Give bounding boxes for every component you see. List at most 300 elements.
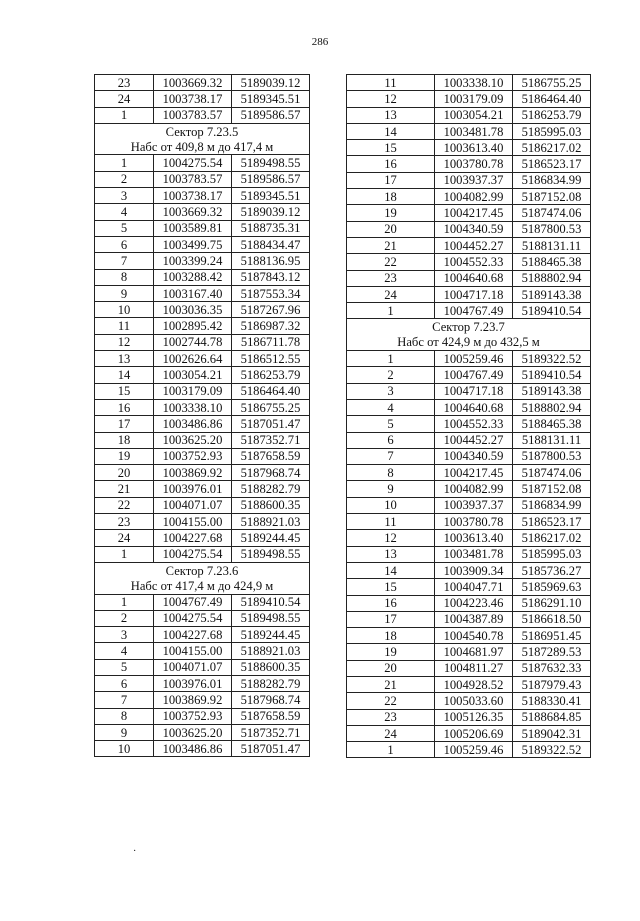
- point-number: 13: [347, 107, 435, 123]
- table-row: [95, 481, 310, 497]
- table-row: [95, 675, 310, 691]
- coordinate-y: 5185995.03: [513, 123, 591, 139]
- point-number: 1: [95, 594, 154, 610]
- point-number: 24: [95, 530, 154, 546]
- sector-height-range: Набс от 417,4 м до 424,9 м: [95, 578, 310, 594]
- table-row: [95, 155, 310, 171]
- coordinate-y: 5186217.02: [513, 140, 591, 156]
- coordinate-x: 1003976.01: [154, 675, 232, 691]
- coordinate-y: 5187289.53: [513, 644, 591, 660]
- coordinate-y: 5187051.47: [232, 416, 310, 432]
- coordinate-y: 5186512.55: [232, 351, 310, 367]
- table-row: [95, 659, 310, 675]
- coordinate-x: 1004767.49: [154, 594, 232, 610]
- coordinate-x: 1004452.27: [435, 237, 513, 253]
- sector-title: Сектор 7.23.5: [95, 123, 310, 139]
- coordinate-y: 5189498.55: [232, 155, 310, 171]
- point-number: 17: [347, 611, 435, 627]
- sector-subtitle-row: [95, 578, 310, 594]
- table-row: [95, 107, 310, 123]
- point-number: 4: [347, 399, 435, 415]
- point-number: 10: [95, 302, 154, 318]
- point-number: 4: [95, 643, 154, 659]
- sector-subtitle-row: [95, 139, 310, 155]
- table-row: [347, 367, 591, 383]
- coordinate-x: 1004217.45: [435, 465, 513, 481]
- coordinate-x: 1005259.46: [435, 351, 513, 367]
- coordinate-x: 1004071.07: [154, 497, 232, 513]
- table-row: [95, 383, 310, 399]
- point-number: 20: [95, 465, 154, 481]
- table-row: [95, 171, 310, 187]
- coordinate-y: 5186253.79: [513, 107, 591, 123]
- table-row: [347, 107, 591, 123]
- point-number: 16: [347, 156, 435, 172]
- table-row: [347, 595, 591, 611]
- coordinate-y: 5186523.17: [513, 156, 591, 172]
- coordinate-x: 1003589.81: [154, 220, 232, 236]
- coordinate-y: 5187800.53: [513, 448, 591, 464]
- point-number: 10: [347, 497, 435, 513]
- coordinate-x: 1003486.86: [154, 416, 232, 432]
- point-number: 11: [347, 75, 435, 91]
- coordinate-y: 5185969.63: [513, 579, 591, 595]
- point-number: 6: [347, 432, 435, 448]
- table-row: [95, 204, 310, 220]
- coordinate-x: 1004767.49: [435, 303, 513, 319]
- point-number: 10: [95, 741, 154, 757]
- table-row: [95, 708, 310, 724]
- coordinate-y: 5187051.47: [232, 741, 310, 757]
- coordinate-x: 1004155.00: [154, 643, 232, 659]
- sector-title-row: [347, 319, 591, 335]
- table-row: [95, 334, 310, 350]
- coordinate-x: 1004275.54: [154, 155, 232, 171]
- point-number: 18: [347, 628, 435, 644]
- coordinate-x: 1003613.40: [435, 140, 513, 156]
- table-row: [95, 285, 310, 301]
- table-row: [95, 75, 310, 91]
- coordinate-x: 1003179.09: [154, 383, 232, 399]
- point-number: 7: [347, 448, 435, 464]
- table-row: [95, 514, 310, 530]
- coordinate-y: 5186291.10: [513, 595, 591, 611]
- table-row: [95, 497, 310, 513]
- point-number: 9: [95, 285, 154, 301]
- coordinate-x: 1003613.40: [435, 530, 513, 546]
- point-number: 22: [347, 693, 435, 709]
- coordinate-x: 1004717.18: [435, 286, 513, 302]
- point-number: 18: [95, 432, 154, 448]
- sector-subtitle-row: [347, 335, 591, 351]
- coordinate-x: 1004227.68: [154, 627, 232, 643]
- coordinate-y: 5188282.79: [232, 675, 310, 691]
- point-number: 16: [347, 595, 435, 611]
- point-number: 19: [347, 644, 435, 660]
- point-number: 5: [95, 220, 154, 236]
- point-number: 21: [95, 481, 154, 497]
- coordinate-y: 5186755.25: [232, 399, 310, 415]
- table-row: [95, 91, 310, 107]
- coordinate-x: 1004387.89: [435, 611, 513, 627]
- coordinate-y: 5189039.12: [232, 204, 310, 220]
- point-number: 14: [95, 367, 154, 383]
- table-row: [95, 465, 310, 481]
- coordinate-y: 5187979.43: [513, 676, 591, 692]
- table-row: [95, 448, 310, 464]
- coordinate-x: 1004082.99: [435, 189, 513, 205]
- table-row: [95, 367, 310, 383]
- coordinate-x: 1003036.35: [154, 302, 232, 318]
- point-number: 21: [347, 676, 435, 692]
- point-number: 21: [347, 237, 435, 253]
- coordinate-x: 1004640.68: [435, 399, 513, 415]
- table-row: [347, 628, 591, 644]
- point-number: 17: [95, 416, 154, 432]
- point-number: 3: [347, 383, 435, 399]
- coordinate-x: 1004071.07: [154, 659, 232, 675]
- coordinate-x: 1005033.60: [435, 693, 513, 709]
- coordinate-table-right: [346, 74, 591, 758]
- coordinate-y: 5186987.32: [232, 318, 310, 334]
- point-number: 9: [95, 724, 154, 740]
- coordinate-x: 1004275.54: [154, 610, 232, 626]
- point-number: 6: [95, 236, 154, 252]
- coordinate-x: 1004155.00: [154, 514, 232, 530]
- table-row: [347, 399, 591, 415]
- coordinate-x: 1002744.78: [154, 334, 232, 350]
- table-row: [95, 416, 310, 432]
- table-row: [95, 432, 310, 448]
- table-row: [95, 399, 310, 415]
- coordinate-y: 5187658.59: [232, 448, 310, 464]
- point-number: 19: [347, 205, 435, 221]
- coordinate-x: 1004540.78: [435, 628, 513, 644]
- table-row: [347, 676, 591, 692]
- point-number: 1: [95, 155, 154, 171]
- coordinate-x: 1005206.69: [435, 725, 513, 741]
- coordinate-y: 5188921.03: [232, 514, 310, 530]
- coordinate-y: 5186464.40: [513, 91, 591, 107]
- table-row: [95, 302, 310, 318]
- coordinate-y: 5188465.38: [513, 254, 591, 270]
- table-row: [347, 254, 591, 270]
- table-row: [347, 497, 591, 513]
- coordinate-y: 5189498.55: [232, 610, 310, 626]
- point-number: 17: [347, 172, 435, 188]
- point-number: 6: [95, 675, 154, 691]
- coordinate-x: 1003338.10: [154, 399, 232, 415]
- table-row: [347, 579, 591, 595]
- coordinate-y: 5189244.45: [232, 530, 310, 546]
- point-number: 13: [347, 546, 435, 562]
- coordinate-y: 5189143.38: [513, 383, 591, 399]
- point-number: 24: [347, 725, 435, 741]
- coordinate-x: 1003909.34: [435, 562, 513, 578]
- table-row: [347, 465, 591, 481]
- table-row: [95, 269, 310, 285]
- point-number: 15: [347, 140, 435, 156]
- point-number: 23: [95, 514, 154, 530]
- table-row: [347, 742, 591, 758]
- coordinate-y: 5189586.57: [232, 107, 310, 123]
- coordinate-x: 1002626.64: [154, 351, 232, 367]
- table-row: [347, 660, 591, 676]
- coordinate-x: 1003399.24: [154, 253, 232, 269]
- coordinate-x: 1005126.35: [435, 709, 513, 725]
- coordinate-x: 1004928.52: [435, 676, 513, 692]
- coordinate-x: 1004640.68: [435, 270, 513, 286]
- coordinate-x: 1004223.46: [435, 595, 513, 611]
- point-number: 14: [347, 123, 435, 139]
- coordinate-x: 1004552.33: [435, 254, 513, 270]
- coordinate-y: 5188131.11: [513, 237, 591, 253]
- point-number: 23: [347, 709, 435, 725]
- coordinate-x: 1004767.49: [435, 367, 513, 383]
- point-number: 3: [95, 188, 154, 204]
- coordinate-x: 1004047.71: [435, 579, 513, 595]
- table-row: [347, 221, 591, 237]
- sector-title: Сектор 7.23.6: [95, 562, 310, 578]
- table-row: [95, 610, 310, 626]
- coordinate-y: 5188330.41: [513, 693, 591, 709]
- coordinate-y: 5188465.38: [513, 416, 591, 432]
- coordinate-y: 5186253.79: [232, 367, 310, 383]
- table-row: [95, 351, 310, 367]
- point-number: 5: [95, 659, 154, 675]
- coordinate-x: 1003167.40: [154, 285, 232, 301]
- point-number: 8: [95, 708, 154, 724]
- coordinate-y: 5188600.35: [232, 659, 310, 675]
- point-number: 12: [95, 334, 154, 350]
- coordinate-x: 1003783.57: [154, 107, 232, 123]
- point-number: 7: [95, 692, 154, 708]
- table-row: [95, 627, 310, 643]
- point-number: 22: [95, 497, 154, 513]
- coordinate-x: 1003937.37: [435, 497, 513, 513]
- coordinate-x: 1003669.32: [154, 204, 232, 220]
- table-row: [95, 692, 310, 708]
- table-row: [347, 448, 591, 464]
- coordinate-x: 1003179.09: [435, 91, 513, 107]
- coordinate-y: 5187658.59: [232, 708, 310, 724]
- point-number: 15: [95, 383, 154, 399]
- coordinate-y: 5189410.54: [513, 303, 591, 319]
- table-row: [347, 91, 591, 107]
- coordinate-y: 5189322.52: [513, 742, 591, 758]
- table-row: [347, 693, 591, 709]
- coordinate-y: 5187152.08: [513, 189, 591, 205]
- point-number: 1: [95, 546, 154, 562]
- coordinate-y: 5186834.99: [513, 497, 591, 513]
- coordinate-x: 1004681.97: [435, 644, 513, 660]
- table-row: [347, 303, 591, 319]
- coordinate-x: 1003780.78: [435, 156, 513, 172]
- coordinate-x: 1002895.42: [154, 318, 232, 334]
- coordinate-x: 1003481.78: [435, 123, 513, 139]
- point-number: 1: [347, 742, 435, 758]
- sector-title: Сектор 7.23.7: [347, 319, 591, 335]
- coordinate-x: 1003486.86: [154, 741, 232, 757]
- point-number: 24: [95, 91, 154, 107]
- point-number: 24: [347, 286, 435, 302]
- table-row: [95, 253, 310, 269]
- table-row: [95, 220, 310, 236]
- coordinate-y: 5186523.17: [513, 514, 591, 530]
- point-number: 23: [95, 75, 154, 91]
- point-number: 20: [347, 660, 435, 676]
- page-number: 286: [311, 36, 329, 48]
- point-number: 3: [95, 627, 154, 643]
- table-row: [347, 644, 591, 660]
- table-row: [347, 156, 591, 172]
- point-number: 4: [95, 204, 154, 220]
- coordinate-table-left: [94, 74, 310, 757]
- coordinate-y: 5188136.95: [232, 253, 310, 269]
- coordinate-y: 5187968.74: [232, 692, 310, 708]
- table-row: [347, 123, 591, 139]
- coordinate-x: 1004275.54: [154, 546, 232, 562]
- coordinate-y: 5188684.85: [513, 709, 591, 725]
- coordinate-y: 5187632.33: [513, 660, 591, 676]
- coordinate-y: 5186834.99: [513, 172, 591, 188]
- coordinate-y: 5189322.52: [513, 351, 591, 367]
- table-row: [95, 594, 310, 610]
- table-row: [347, 140, 591, 156]
- coordinate-y: 5189586.57: [232, 171, 310, 187]
- stray-mark: ·: [133, 846, 137, 857]
- coordinate-x: 1003869.92: [154, 465, 232, 481]
- coordinate-y: 5188921.03: [232, 643, 310, 659]
- coordinate-x: 1003976.01: [154, 481, 232, 497]
- coordinate-x: 1004227.68: [154, 530, 232, 546]
- coordinate-y: 5189039.12: [232, 75, 310, 91]
- table-row: [347, 432, 591, 448]
- coordinate-x: 1005259.46: [435, 742, 513, 758]
- coordinate-y: 5187352.71: [232, 724, 310, 740]
- table-row: [95, 741, 310, 757]
- coordinate-y: 5187352.71: [232, 432, 310, 448]
- coordinate-y: 5188802.94: [513, 399, 591, 415]
- table-row: [347, 189, 591, 205]
- coordinate-x: 1003738.17: [154, 91, 232, 107]
- coordinate-y: 5187553.34: [232, 285, 310, 301]
- table-row: [95, 530, 310, 546]
- point-number: 18: [347, 189, 435, 205]
- coordinate-x: 1003869.92: [154, 692, 232, 708]
- coordinate-y: 5189143.38: [513, 286, 591, 302]
- coordinate-y: 5189042.31: [513, 725, 591, 741]
- point-number: 7: [95, 253, 154, 269]
- coordinate-x: 1003752.93: [154, 448, 232, 464]
- coordinate-x: 1004552.33: [435, 416, 513, 432]
- coordinate-y: 5186711.78: [232, 334, 310, 350]
- table-row: [347, 530, 591, 546]
- point-number: 2: [347, 367, 435, 383]
- coordinate-y: 5186755.25: [513, 75, 591, 91]
- coordinate-x: 1003481.78: [435, 546, 513, 562]
- point-number: 11: [95, 318, 154, 334]
- point-number: 13: [95, 351, 154, 367]
- point-number: 14: [347, 562, 435, 578]
- point-number: 1: [347, 303, 435, 319]
- coordinate-y: 5188131.11: [513, 432, 591, 448]
- table-row: [347, 286, 591, 302]
- coordinate-x: 1003499.75: [154, 236, 232, 252]
- table-row: [347, 514, 591, 530]
- coordinate-x: 1003752.93: [154, 708, 232, 724]
- coordinate-y: 5186618.50: [513, 611, 591, 627]
- sector-title-row: [95, 562, 310, 578]
- coordinate-y: 5187267.96: [232, 302, 310, 318]
- coordinate-y: 5186464.40: [232, 383, 310, 399]
- table-row: [347, 481, 591, 497]
- coordinate-x: 1004340.59: [435, 448, 513, 464]
- coordinate-y: 5189244.45: [232, 627, 310, 643]
- point-number: 12: [347, 530, 435, 546]
- point-number: 2: [95, 610, 154, 626]
- point-number: 8: [95, 269, 154, 285]
- coordinate-x: 1004717.18: [435, 383, 513, 399]
- table-row: [95, 188, 310, 204]
- point-number: 2: [95, 171, 154, 187]
- point-number: 15: [347, 579, 435, 595]
- table-row: [347, 270, 591, 286]
- point-number: 20: [347, 221, 435, 237]
- coordinate-y: 5189410.54: [513, 367, 591, 383]
- point-number: 9: [347, 481, 435, 497]
- point-number: 5: [347, 416, 435, 432]
- coordinate-x: 1003625.20: [154, 724, 232, 740]
- coordinate-y: 5186217.02: [513, 530, 591, 546]
- coordinate-x: 1004217.45: [435, 205, 513, 221]
- coordinate-y: 5187800.53: [513, 221, 591, 237]
- table-row: [95, 724, 310, 740]
- table-row: [347, 383, 591, 399]
- table-row: [347, 562, 591, 578]
- coordinate-x: 1004340.59: [435, 221, 513, 237]
- coordinate-x: 1004811.27: [435, 660, 513, 676]
- table-row: [347, 546, 591, 562]
- point-number: 11: [347, 514, 435, 530]
- coordinate-x: 1003054.21: [435, 107, 513, 123]
- coordinate-y: 5185995.03: [513, 546, 591, 562]
- coordinate-x: 1003338.10: [435, 75, 513, 91]
- coordinate-y: 5189345.51: [232, 188, 310, 204]
- coordinate-y: 5187843.12: [232, 269, 310, 285]
- table-row: [347, 611, 591, 627]
- table-row: [347, 709, 591, 725]
- coordinate-x: 1003288.42: [154, 269, 232, 285]
- table-row: [95, 546, 310, 562]
- coordinate-y: 5188600.35: [232, 497, 310, 513]
- table-row: [347, 75, 591, 91]
- coordinate-y: 5188802.94: [513, 270, 591, 286]
- coordinate-y: 5185736.27: [513, 562, 591, 578]
- point-number: 19: [95, 448, 154, 464]
- sector-height-range: Набс от 409,8 м до 417,4 м: [95, 139, 310, 155]
- coordinate-y: 5189498.55: [232, 546, 310, 562]
- coordinate-x: 1003625.20: [154, 432, 232, 448]
- coordinate-y: 5188282.79: [232, 481, 310, 497]
- coordinate-x: 1003054.21: [154, 367, 232, 383]
- point-number: 1: [95, 107, 154, 123]
- coordinate-y: 5187968.74: [232, 465, 310, 481]
- coordinate-y: 5186951.45: [513, 628, 591, 644]
- sector-title-row: [95, 123, 310, 139]
- table-row: [347, 237, 591, 253]
- sector-height-range: Набс от 424,9 м до 432,5 м: [347, 335, 591, 351]
